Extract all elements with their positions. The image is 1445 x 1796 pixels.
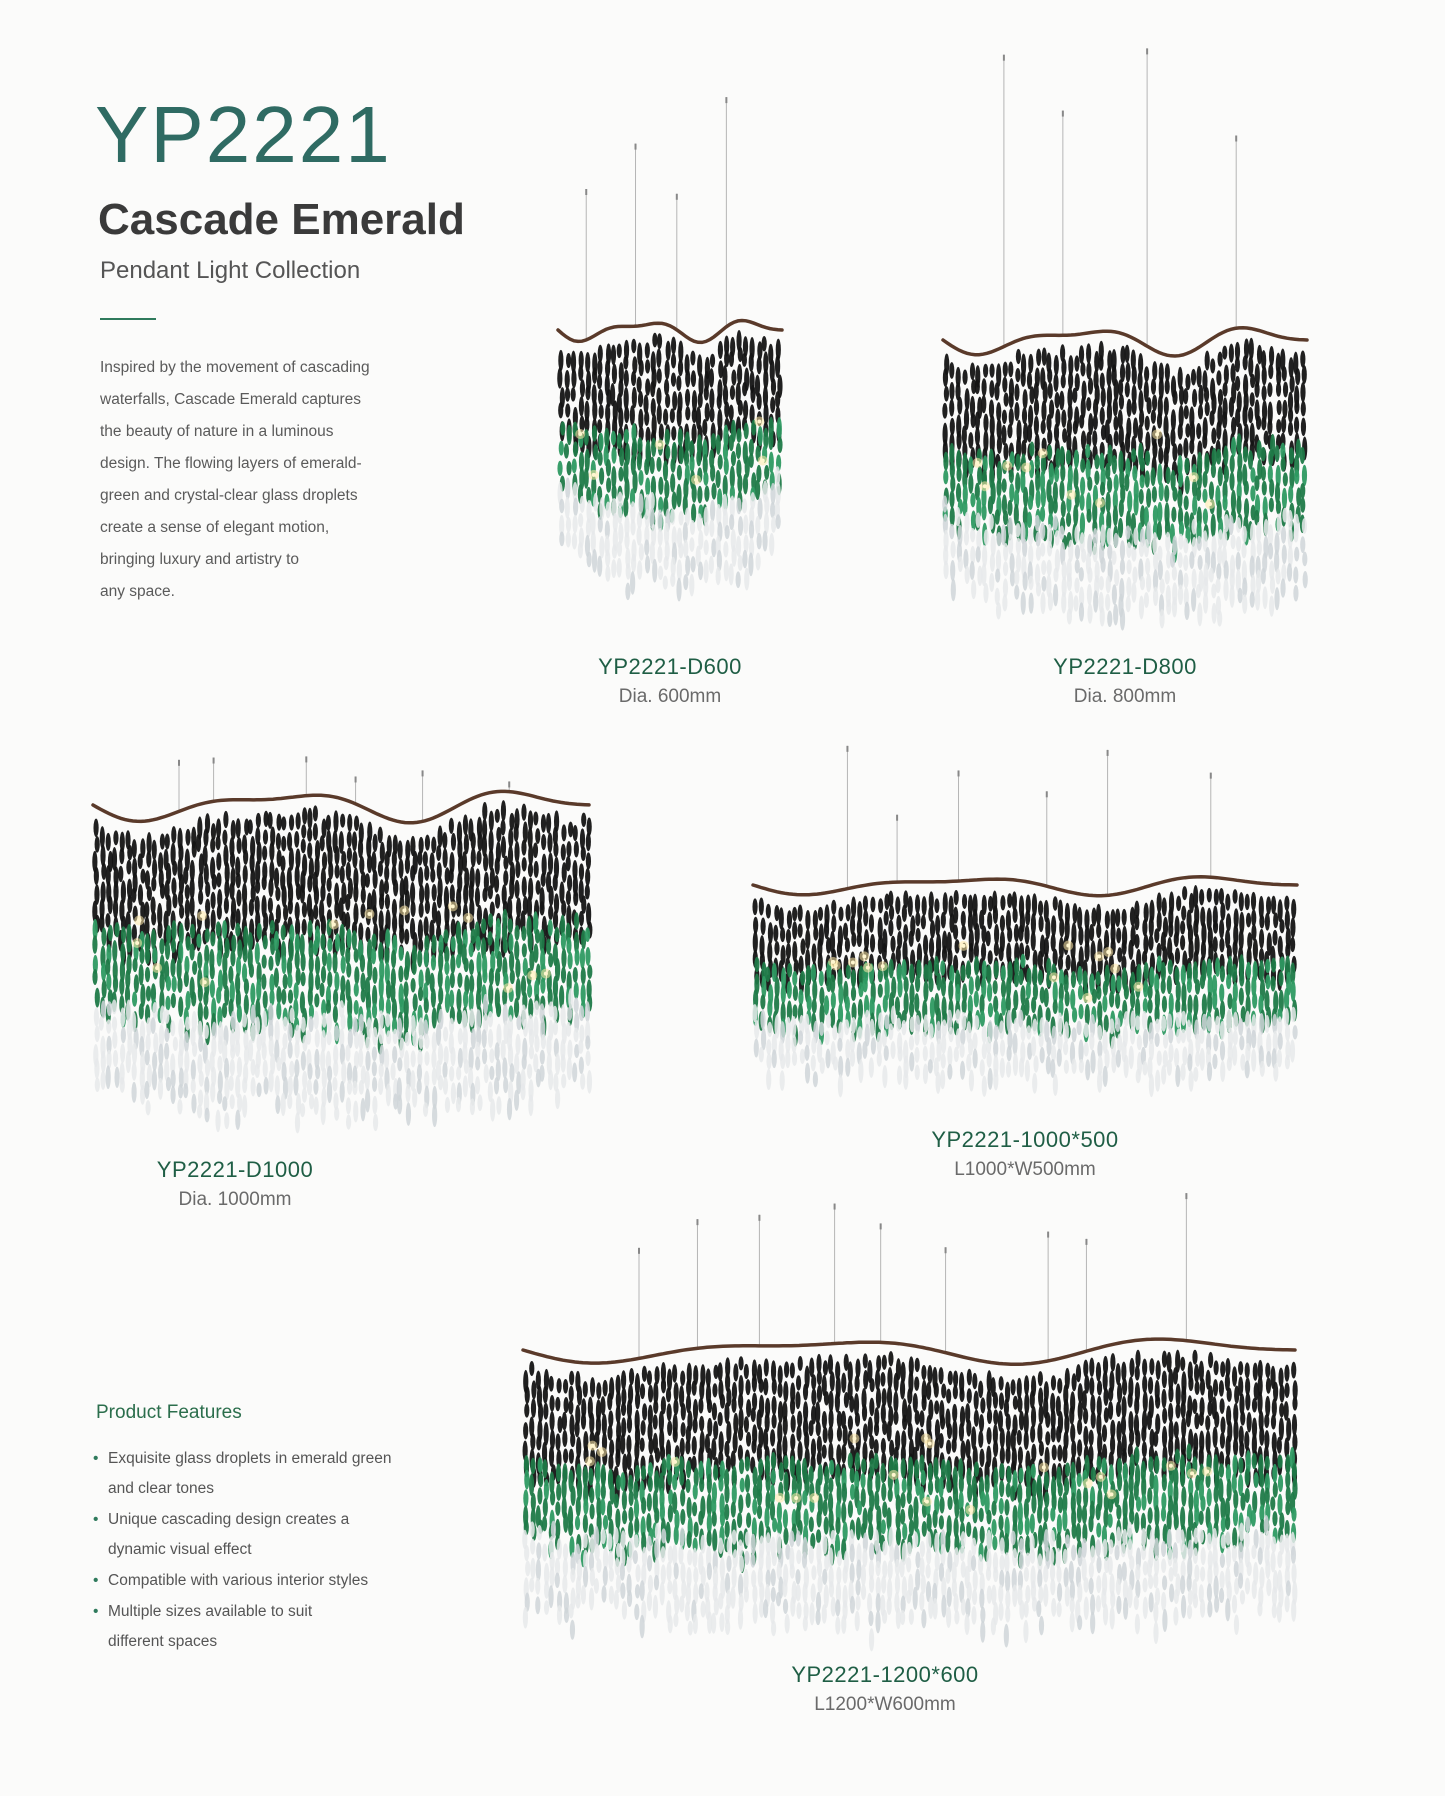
features-title: Product Features	[96, 1402, 242, 1423]
description-line: the beauty of nature in a luminous	[100, 423, 334, 440]
product-name: Cascade Emerald	[98, 195, 465, 244]
chandelier-1200x600-image	[515, 1150, 1305, 1650]
product-caption	[945, 652, 1305, 712]
product-caption	[705, 1660, 1065, 1720]
product-1000x500	[745, 735, 1305, 1180]
description-line: any space.	[100, 583, 175, 600]
product-description	[100, 352, 400, 608]
feature-line: Unique cascading design creates a	[108, 1511, 350, 1528]
product-1200x600	[515, 1150, 1305, 1715]
chandelier-d800-image	[935, 30, 1315, 630]
product-size: L1200*W600mm	[814, 1694, 956, 1715]
product-size: L1000*W500mm	[954, 1159, 1096, 1180]
product-size: Dia. 600mm	[618, 686, 722, 707]
product-d800	[935, 30, 1315, 707]
feature-item	[92, 1597, 422, 1657]
product-code: YP2221-1000*500	[931, 1127, 1119, 1152]
description-line: green and crystal-clear glass droplets	[100, 487, 358, 504]
feature-item	[92, 1566, 422, 1596]
product-size: Dia. 1000mm	[178, 1189, 292, 1210]
product-code: YP2221-D800	[1053, 654, 1197, 679]
feature-item	[92, 1444, 422, 1504]
description-line: design. The flowing layers of emerald-	[100, 455, 362, 472]
description-line: waterfalls, Cascade Emerald captures	[100, 391, 362, 408]
feature-item	[92, 1505, 422, 1565]
feature-line: Compatible with various interior styles	[108, 1572, 369, 1589]
feature-line: Multiple sizes available to suit	[108, 1603, 313, 1620]
model-code: YP2221	[95, 90, 392, 179]
product-size: Dia. 800mm	[1073, 686, 1177, 707]
chandelier-1000x500-image	[745, 735, 1305, 1095]
description-line: create a sense of elegant motion,	[100, 519, 330, 536]
collection-subtitle: Pendant Light Collection	[100, 257, 361, 284]
chandelier-d1000-image	[85, 745, 600, 1145]
product-code: YP2221-D600	[598, 654, 742, 679]
feature-line: different spaces	[108, 1633, 218, 1650]
product-d600	[550, 30, 790, 707]
product-caption	[55, 1155, 415, 1215]
feature-line: and clear tones	[108, 1480, 214, 1497]
product-d1000	[85, 745, 600, 1210]
chandelier-d600-image	[550, 30, 790, 630]
description-line: bringing luxury and artistry to	[100, 551, 300, 568]
product-code: YP2221-D1000	[156, 1157, 314, 1182]
product-code: YP2221-1200*600	[791, 1662, 979, 1687]
product-caption	[490, 652, 850, 712]
feature-line: Exquisite glass droplets in emerald green	[108, 1450, 392, 1467]
title-divider	[100, 318, 156, 320]
features-list	[92, 1444, 422, 1658]
feature-line: dynamic visual effect	[108, 1541, 252, 1558]
description-line: Inspired by the movement of cascading	[100, 359, 370, 376]
